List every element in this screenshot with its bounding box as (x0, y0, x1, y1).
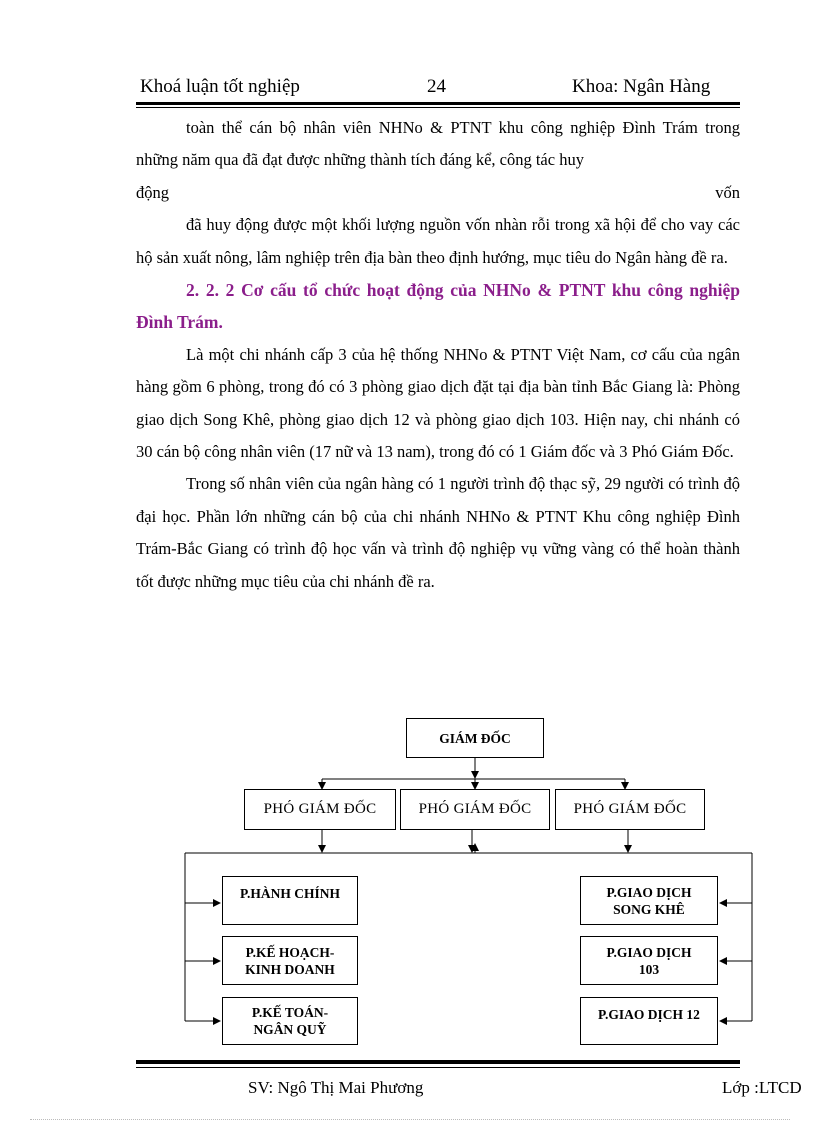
footer-class: Lớp :LTCD (722, 1078, 802, 1097)
deputy-director-label-1: PHÓ GIÁM ĐỐC (263, 801, 377, 817)
dept-business-planning-line-1: P.KẾ HOẠCH- (245, 944, 335, 960)
deputy-director-box-2 (400, 789, 550, 830)
dept-103-box (580, 936, 718, 985)
deputy-director-box-1 (244, 789, 396, 830)
dept-103-line-1: P.GIAO DỊCH (606, 944, 692, 960)
dept-12-box (580, 997, 718, 1045)
dept-song-khe-box (580, 876, 718, 925)
paragraph-1: toàn thể cán bộ nhân viên NHNo & PTNT khu công nghiệp Đình Trám trong những năm qua đã đạt được những thành tích đáng kể, công tác huy (136, 118, 740, 170)
section-heading: 2. 2. 2 Cơ cấu tổ chức hoạt động của NHNo & PTNT khu công nghiệp Đình Trám. (136, 280, 740, 333)
dept-103-line-2: 103 (638, 961, 660, 977)
dept-administration-label: P.HÀNH CHÍNH (239, 886, 340, 901)
director-box (406, 718, 544, 758)
dept-song-khe-line-1: P.GIAO DỊCH (606, 884, 692, 900)
dept-business-planning-line-2: KINH DOANH (245, 961, 335, 977)
paragraph-3: Là một chi nhánh cấp 3 của hệ thống NHNo & PTNT Việt Nam, cơ cấu của ngân hàng gồm 6 phòng, trong đó có 3 phòng giao dịch đặt tại địa bàn tỉnh Bắc Giang là: Phòng giao dịch Song Khê, phòng giao dịch 12 và phòng giao dịch 103. Hiện nay, chi nhánh có 30 cán bộ công nhân viên (17 nữ và 13 nam), trong đó có 1 Giám đốc và 3 Phó Giám Đốc. (136, 344, 740, 462)
director-label: GIÁM ĐỐC (439, 730, 511, 746)
paragraph-2: đã huy động được một khối lượng nguồn vốn nhàn rỗi trong xã hội để cho vay các hộ sản xuất nông, lâm nghiệp trên địa bàn theo định hướng, mục tiêu do Ngân hàng đề ra. (136, 215, 740, 267)
dept-accounting-treasury-line-1: P.KẾ TOÁN- (251, 1005, 329, 1020)
header-left-title: Khoá luận tốt nghiệp (140, 76, 300, 97)
page-bottom-dotted-edge (30, 1119, 790, 1120)
deputy-director-label-2: PHÓ GIÁM ĐỐC (418, 801, 532, 817)
paragraph-1-end-left: động (136, 182, 169, 202)
header-page-number: 24 (427, 76, 446, 97)
deputy-director-label-3: PHÓ GIÁM ĐỐC (573, 801, 687, 817)
dept-business-planning-box (222, 936, 358, 985)
deputy-director-box-3 (555, 789, 705, 830)
footer-rule-thin (136, 1067, 740, 1068)
paragraph-4: Trong số nhân viên của ngân hàng có 1 người trình độ thạc sỹ, 29 người có trình độ đại học. Phần lớn những cán bộ của chi nhánh NHNo & PTNT Khu công nghiệp Đình Trám-Bắc Giang có trình độ học vấn và trình độ nghiệp vụ vững vàng có thể hoàn thành tốt được những mục tiêu của chi nhánh đề ra. (136, 474, 740, 591)
footer-rule-thick (136, 1060, 740, 1064)
dept-song-khe-line-2: SONG KHÊ (613, 901, 685, 917)
footer-student-name: SV: Ngô Thị Mai Phương (248, 1078, 424, 1097)
dept-accounting-treasury-box (222, 997, 358, 1045)
header-right-title: Khoa: Ngân Hàng (572, 76, 711, 97)
paragraph-1-end-right: vốn (715, 182, 740, 202)
dept-12-label: P.GIAO DỊCH 12 (598, 1007, 700, 1022)
dept-accounting-treasury-line-2: NGÂN QUỸ (253, 1022, 327, 1037)
dept-administration-box (222, 876, 358, 925)
